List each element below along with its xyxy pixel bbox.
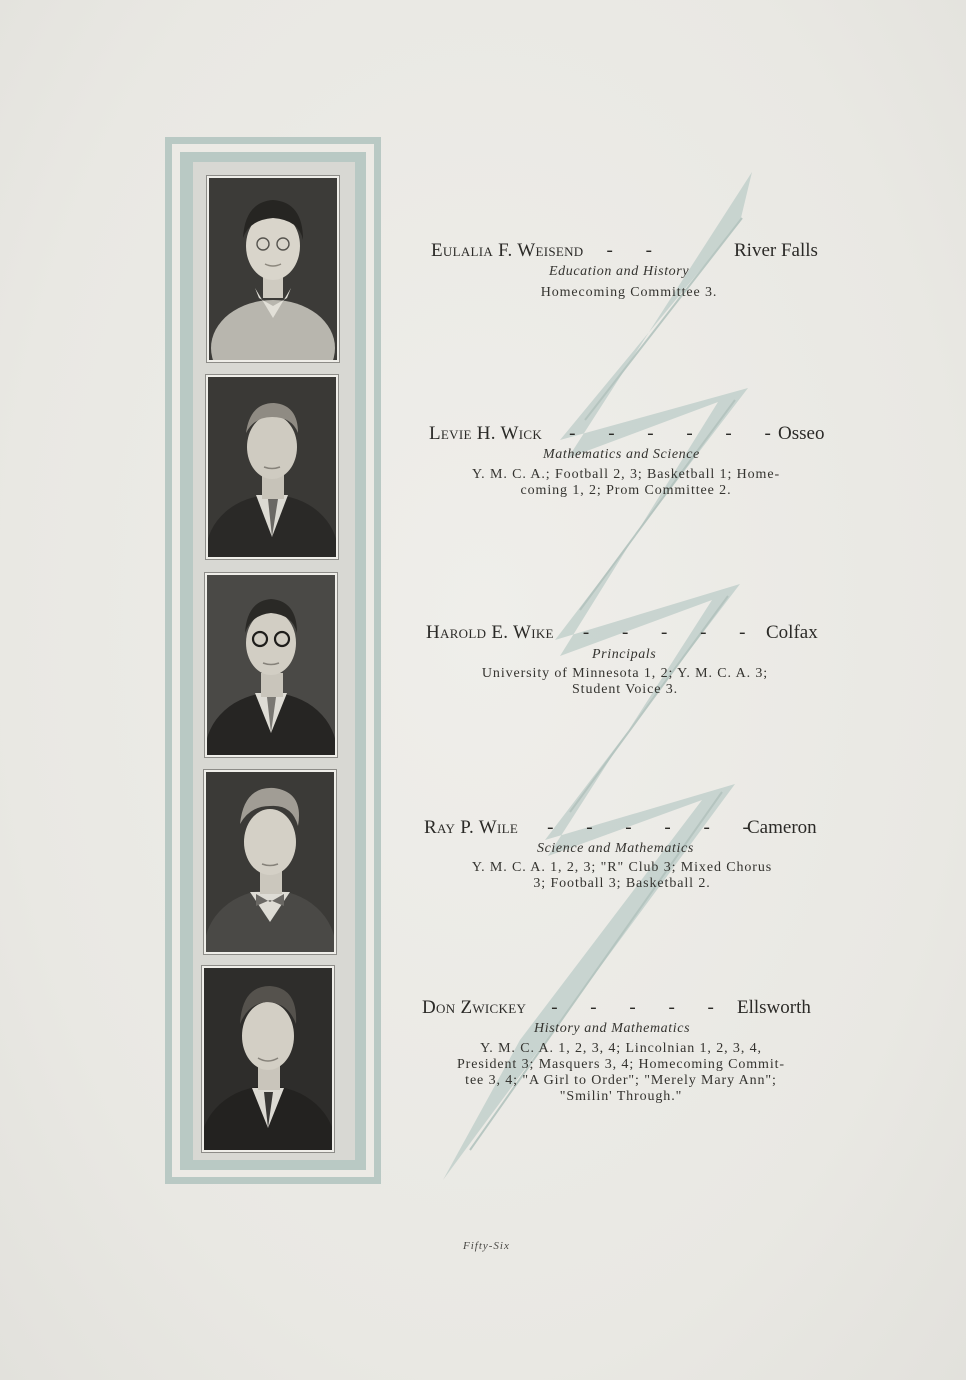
student-name: Don Zwickey (422, 997, 527, 1018)
student-name: Ray P. Wile (424, 817, 519, 838)
portrait-wick (206, 375, 338, 559)
student-activities-line: coming 1, 2; Prom Committee 2. (520, 483, 732, 498)
student-name: Eulalia F. Weisend (431, 240, 584, 261)
student-activities-line: Y. M. C. A. 1, 2, 3; "R" Club 3; Mixed Chorus (471, 860, 773, 875)
student-activities-line: Y. M. C. A. 1, 2, 3, 4; Lincolnian 1, 2, 3, 4, (480, 1041, 762, 1056)
portrait-wile (204, 770, 336, 954)
student-activities-line: "Smilin' Through." (559, 1089, 683, 1104)
student-hometown: Colfax (766, 622, 818, 643)
student-course: History and Mathematics (534, 1021, 691, 1036)
portrait-weisend (207, 176, 339, 362)
student-activities-line: President 3; Masquers 3, 4; Homecoming Commit- (457, 1057, 785, 1072)
leader-dashes: - - - - - (582, 622, 760, 643)
leader-dashes: - - (606, 240, 666, 261)
student-hometown: River Falls (734, 240, 818, 261)
student-activities-line: Student Voice 3. (571, 682, 679, 697)
student-activities-line: Y. M. C. A.; Football 2, 3; Basketball 1; Home- (471, 467, 781, 482)
page-number: Fifty-Six (463, 1240, 510, 1252)
portrait-zwickey (202, 966, 334, 1152)
leader-dashes: - - - - - (551, 997, 728, 1018)
student-name: Harold E. Wike (426, 622, 554, 643)
student-hometown: Cameron (747, 817, 817, 838)
student-course: Principals (592, 647, 657, 662)
student-course: Science and Mathematics (537, 841, 694, 856)
student-activities-line: 3; Football 3; Basketball 2. (533, 876, 711, 891)
student-activities-line: tee 3, 4; "A Girl to Order"; "Merely Mary Ann"; (465, 1073, 777, 1088)
student-hometown: Osseo (778, 423, 825, 444)
leader-dashes: - - - - - - (569, 423, 785, 444)
student-hometown: Ellsworth (737, 997, 811, 1018)
leader-dashes: - - - - - - (547, 817, 763, 838)
portrait-wike (205, 573, 337, 757)
student-course: Mathematics and Science (543, 447, 700, 462)
student-name: Levie H. Wick (429, 423, 543, 444)
student-activities: Homecoming Committee 3. (540, 285, 718, 300)
student-activities-line: University of Minnesota 1, 2; Y. M. C. A. 3; (481, 666, 769, 681)
student-course: Education and History (549, 264, 690, 279)
